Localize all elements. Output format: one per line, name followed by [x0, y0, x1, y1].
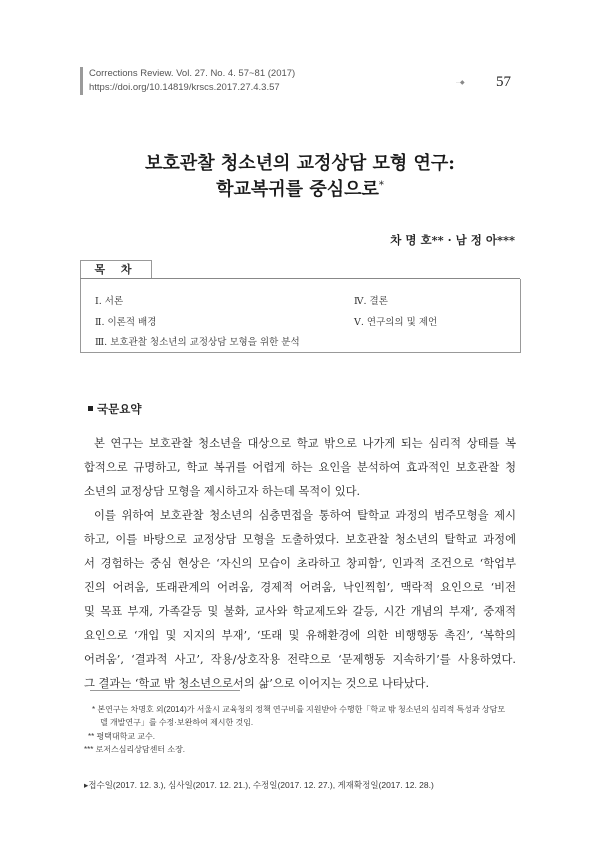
header-accent-bar [80, 67, 83, 95]
doi-link[interactable]: https://doi.org/10.14819/krscs.2017.27.4.3.57 [89, 82, 280, 93]
abstract-line: 합적으로 규명하고, 학교 복귀를 어렵게 하는 요인을 분석하여 효과적인 보호관찰 청 [84, 461, 516, 474]
title-footnote-marker: * [378, 180, 384, 191]
journal-citation: Corrections Review. Vol. 27. No. 4. 57~81 (2017) [89, 68, 296, 79]
toc-item[interactable]: Ⅴ. 연구의의 및 제언 [354, 317, 438, 328]
toc-item[interactable]: Ⅰ. 서론 [95, 296, 124, 307]
square-bullet-icon [88, 406, 93, 411]
footnote-divider [90, 690, 240, 691]
toc-item[interactable]: Ⅳ. 결론 [354, 296, 388, 307]
page-number: 57 [496, 74, 511, 90]
abstract-line: 하고, 이를 바탕으로 교정상담 모형을 도출하였다. 보호관찰 청소년의 탈학교 과정에 [84, 533, 516, 546]
abstract-line: 서 경험하는 중심 현상은 ‘자신의 모습이 초라하고 창피함’, 인과적 조건으로 ‘학업부 [84, 557, 516, 570]
abstract-line: 요인으로 ‘개입 및 지지의 부재’, ‘또래 및 유해환경에 의한 비행행동 촉진’, ‘복학의 [84, 629, 516, 642]
paper-title-line-2 [0, 175, 600, 201]
abstract-line: 및 목표 부재, 가족갈등 및 불화, 교사와 학교제도와 갈등, 시간 개념의 부재’, 중재적 [84, 605, 516, 618]
abstract-line: 이를 위하여 보호관찰 청소년의 심층면접을 통하여 탈학교 과정의 범주모형을 제시 [94, 509, 516, 522]
footnote-funding-line-1: * 본연구는 차명호 외(2014)가 서울시 교육청의 정책 연구비를 지원받아 수행한「학교 밖 청소년의 심리적 특성과 상담모 [92, 705, 506, 714]
paper-title-line-1: 보호관찰 청소년의 교정상담 모형 연구: [145, 153, 455, 174]
submission-dates: ▸접수일(2017. 12. 3.), 심사일(2017. 12. 21.), 수정일(2017. 12. 27.), 게재확정일(2017. 12. 28.) [84, 780, 434, 790]
abstract-line: 그 결과는 ‘학교 밖 청소년으로서의 삶’으로 이어지는 것으로 나타났다. [84, 677, 430, 690]
abstract-heading [88, 401, 141, 417]
paper-title-text: 학교복귀를 중심으로 [216, 179, 379, 200]
footnote-author-1: ** 평택대학교 교수. [88, 732, 155, 741]
author-list: 차 명 호** · 남 정 아*** [390, 233, 515, 247]
abstract-line: 진의 어려움, 또래관계의 어려움, 경제적 어려움, 낙인찍힘’, 맥락적 요인으로 ‘비전 [84, 581, 516, 594]
abstract-heading-text: 국문요약 [97, 404, 142, 416]
footnote-funding-line-2: 델 개발연구」를 수정·보완하여 제시한 것임. [100, 718, 254, 727]
toc-heading: 목 차 [80, 260, 152, 279]
header-ornament: ··◆ [456, 80, 465, 86]
abstract-line: 본 연구는 보호관찰 청소년을 대상으로 학교 밖으로 나가게 되는 심리적 상태를 복 [94, 437, 516, 450]
toc-item[interactable]: Ⅱ. 이론적 배경 [95, 317, 157, 328]
abstract-line: 어려움’, ‘결과적 사고’, 작용/상호작용 전략으로 ‘문제행동 지속하기’를 사용하였다. [84, 653, 516, 666]
toc-item[interactable]: Ⅲ. 보호관찰 청소년의 교정상담 모형을 위한 분석 [95, 337, 300, 348]
abstract-line: 소년의 교정상담 모형을 제시하고자 하는데 목적이 있다. [84, 485, 361, 498]
footnote-author-2: *** 로저스심리상담센터 소장. [84, 745, 186, 754]
